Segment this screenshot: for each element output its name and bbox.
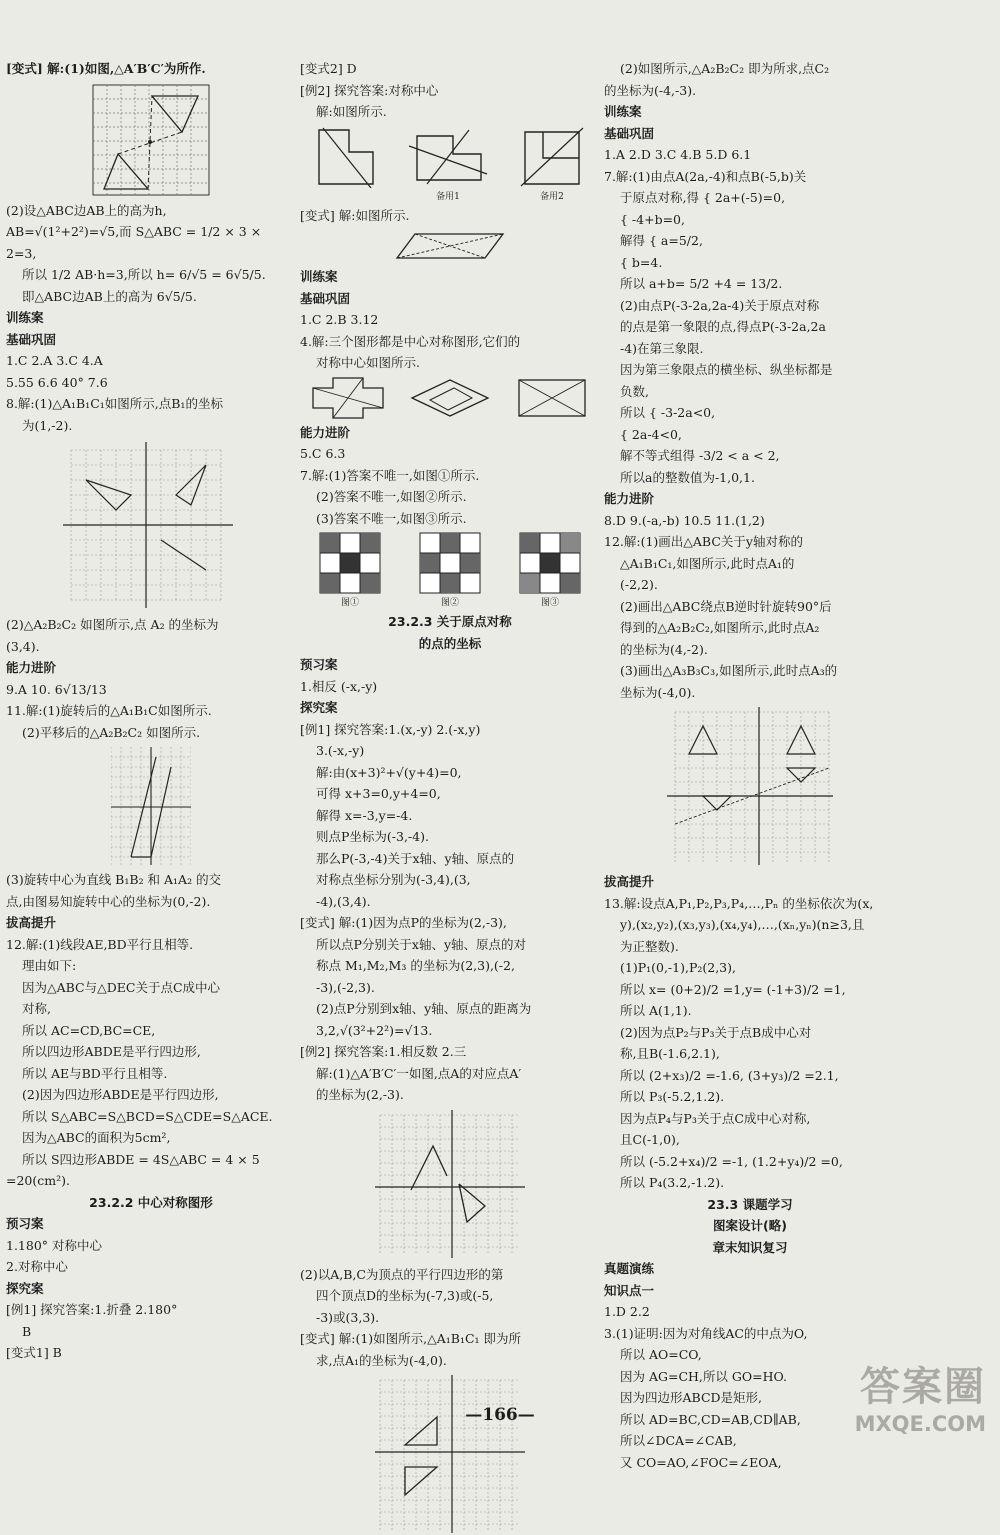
- text-line: 解不等式组得 -3/2 < a < 2,: [620, 448, 780, 463]
- text-line: 解:(1)△A′B′C′一如图,点A的对应点A′: [316, 1065, 522, 1081]
- text-line: 2=3,: [6, 245, 37, 261]
- pattern-figures: [300, 532, 600, 608]
- text-line: 的坐标为(4,-2).: [620, 641, 708, 657]
- text-line: 解得 { a=5/2,: [620, 233, 703, 248]
- pattern-grid: [319, 532, 381, 594]
- shape-figures: [300, 126, 600, 202]
- section-heading: 23.3 课题学习: [707, 1196, 793, 1212]
- figure-shape: [515, 376, 589, 420]
- coordinate-figure: [665, 707, 835, 867]
- pattern-3: 图③: [519, 532, 581, 608]
- column-left: [6, 58, 296, 1360]
- text-line: (2)△A₂B₂C₂ 如图所示,点 A₂ 的坐标为: [6, 617, 219, 632]
- text-line: 8.D 9.(-a,-b) 10.5 11.(1,2): [604, 512, 765, 528]
- text-line: [变式] 解:(1)如图所示,△A₁B₁C₁ 即为所: [300, 1331, 522, 1346]
- text-line: 1.C 2.B 3.12: [300, 312, 379, 327]
- text-line: 所以 AC=CD,BC=CE,: [22, 1022, 156, 1038]
- text-line: 所以 AO=CO,: [620, 1347, 702, 1362]
- text-line: { -4+b=0,: [620, 211, 685, 227]
- text-line: y),(x₂,y₂),(x₃,y₃),(x₄,y₄),…,(xₙ,yₙ)(n≥3,且: [620, 917, 865, 932]
- text-line: (2)设△ABC边AB上的高为h,: [6, 202, 167, 218]
- text-line: 9.A 10. 6√13/13: [6, 681, 107, 697]
- text-line: 所以 x= (0+2)/2 =1,y= (-1+3)/2 =1,: [620, 981, 846, 997]
- text-line: 7.解:(1)由点A(2a,-4)和点B(-5,b)关: [604, 168, 807, 184]
- text-line: 坐标为(-4,0).: [620, 684, 696, 700]
- text-line: 3,2,√(3²+2²)=√13.: [316, 1022, 433, 1038]
- text-line: 负数,: [620, 383, 649, 399]
- text-line: 12.解:(1)画出△ABC关于y轴对称的: [604, 534, 803, 549]
- text-line: 对称,: [22, 1001, 51, 1016]
- text-line: 对称中心如图所示.: [316, 355, 420, 370]
- text-line: 13.解:设点A,P₁,P₂,P₃,P₄,…,Pₙ 的坐标依次为(x,: [604, 895, 874, 911]
- text-line: 4.解:三个图形都是中心对称图形,它们的: [300, 333, 521, 349]
- text-line: 的点是第一象限的点,得点P(-3-2a,2a: [620, 319, 826, 334]
- text-line: 所以 (2+x₃)/2 =-1.6, (3+y₃)/2 =2.1,: [620, 1067, 839, 1083]
- figure-shape: [519, 126, 585, 188]
- text-line: (1)P₁(0,-1),P₂(2,3),: [620, 960, 736, 975]
- text-line: [变式] 解:如图所示.: [300, 207, 410, 223]
- text-line: -3)或(3,3).: [316, 1309, 380, 1325]
- section-label: 拔高提升: [6, 915, 57, 930]
- section-label: 能力进阶: [604, 491, 655, 506]
- text-line: (2)由点P(-3-2a,2a-4)关于原点对称: [620, 297, 820, 313]
- text-line: 于原点对称,得 { 2a+(-5)=0,: [620, 190, 786, 205]
- text-line: (3,4).: [6, 638, 40, 654]
- text-line: 的坐标为(2,-3).: [316, 1087, 404, 1102]
- text-line: 3.(-x,-y): [316, 743, 365, 758]
- text-line: -3),(-2,3).: [316, 979, 375, 995]
- section-label: 训练案: [604, 104, 642, 119]
- text-line: 2.对称中心: [6, 1259, 68, 1274]
- text-line: 因为 AG=CH,所以 GO=HO.: [620, 1368, 787, 1384]
- text-line: 5.55 6.6 40° 7.6: [6, 374, 108, 390]
- text-line: 所以a的整数值为-1,0,1.: [620, 469, 755, 485]
- figure-shape: [408, 376, 492, 420]
- text-line: [变式] 解:(1)如图,△A′B′C′为所作.: [6, 61, 206, 76]
- text-line: 称,且B(-1.6,2.1),: [620, 1046, 720, 1061]
- watermark-logo: 答案圈: [860, 1364, 986, 1410]
- section-heading: 的点的坐标: [418, 635, 482, 651]
- figure-backup-2: 备用2: [519, 126, 585, 202]
- grid-figure: [92, 84, 210, 196]
- text-line: [变式] 解:(1)因为点P的坐标为(2,-3),: [300, 915, 507, 930]
- text-line: 解:由(x+3)²+√(y+4)=0,: [316, 764, 462, 780]
- text-line: 所以 A(1,1).: [620, 1003, 692, 1018]
- section-label: 基础巩固: [604, 125, 655, 141]
- section-label: 基础巩固: [300, 290, 351, 306]
- section-heading: 23.2.3 关于原点对称: [388, 614, 512, 629]
- text-line: 所以 a+b= 5/2 +4 = 13/2.: [620, 276, 783, 291]
- pattern-grid: [419, 532, 481, 594]
- text-line: =20(cm²).: [6, 1173, 70, 1188]
- text-line: 因为第三象限点的横坐标、纵坐标都是: [620, 362, 833, 377]
- text-line: B: [22, 1323, 32, 1339]
- section-heading: 23.2.2 中心对称图形: [89, 1194, 213, 1210]
- text-line: 1.相反 (-x,-y): [300, 678, 378, 694]
- text-line: 3.(1)证明:因为对角线AC的中点为O,: [604, 1325, 808, 1341]
- text-line: 则点P坐标为(-3,-4).: [316, 829, 429, 844]
- text-line: 四个顶点D的坐标为(-7,3)或(-5,: [316, 1288, 494, 1303]
- text-line: (2)因为四边形ABDE是平行四边形,: [22, 1087, 219, 1102]
- text-line: 可得 x+3=0,y+4=0,: [316, 786, 441, 801]
- text-line: 1.180° 对称中心: [6, 1237, 103, 1253]
- text-line: 解得 x=-3,y=-4.: [316, 807, 413, 823]
- text-line: 所以 1/2 AB·h=3,所以 h= 6/√5 = 6√5/5.: [22, 267, 266, 282]
- text-line: 因为△ABC的面积为5cm²,: [22, 1130, 171, 1145]
- text-line: 因为△ABC与△DEC关于点C成中心: [22, 979, 221, 995]
- text-line: 8.解:(1)△A₁B₁C₁如图所示,点B₁的坐标: [6, 396, 223, 411]
- column-middle: [300, 58, 600, 1368]
- text-line: △A₁B₁C₁,如图所示,此时点A₁的: [620, 555, 795, 571]
- text-line: (3)画出△A₃B₃C₃,如图所示,此时点A₃的: [620, 663, 838, 678]
- section-label: 探究案: [300, 700, 338, 715]
- text-line: 7.解:(1)答案不唯一,如图①所示.: [300, 467, 480, 483]
- text-line: (3)旋转中心为直线 B₁B₂ 和 A₁A₂ 的交: [6, 872, 222, 887]
- text-line: [例2] 探究答案:1.相反数 2.三: [300, 1044, 467, 1059]
- figure-backup-1: 备用1: [407, 126, 489, 202]
- section-label: 训练案: [6, 310, 44, 325]
- text-line: { b=4.: [620, 254, 663, 270]
- text-line: 12.解:(1)线段AE,BD平行且相等.: [6, 936, 194, 952]
- text-line: 为(1,-2).: [22, 417, 73, 433]
- text-line: (-2,2).: [620, 577, 658, 592]
- column-right: [604, 58, 896, 1470]
- figure-shape: [311, 376, 385, 420]
- text-line: 所以 S四边形ABDE = 4S△ABC = 4 × 5: [22, 1151, 260, 1167]
- text-line: 因为四边形ABCD是矩形,: [620, 1390, 763, 1405]
- figure-shape: [407, 126, 489, 188]
- text-line: (2)因为点P₂与P₃关于点B成中心对: [620, 1024, 812, 1040]
- section-label: 能力进阶: [300, 424, 351, 440]
- section-heading: 章末知识复习: [712, 1239, 788, 1255]
- text-line: 所以 (-5.2+x₄)/2 =-1, (1.2+y₄)/2 =0,: [620, 1153, 843, 1169]
- section-label: 真题演练: [604, 1261, 655, 1276]
- text-line: 且C(-1,0),: [620, 1132, 680, 1147]
- text-line: [例1] 探究答案:1.折叠 2.180°: [6, 1302, 178, 1317]
- text-line: (2)平移后的△A₂B₂C₂ 如图所示.: [22, 724, 201, 740]
- text-line: 点,由图易知旋转中心的坐标为(0,-2).: [6, 893, 211, 909]
- text-line: 1.D 2.2: [604, 1304, 650, 1319]
- text-line: [变式1] B: [6, 1345, 62, 1360]
- watermark: [855, 1355, 986, 1436]
- text-line: 所以∠DCA=∠CAB,: [620, 1433, 737, 1448]
- pattern-2: 图②: [419, 532, 481, 608]
- text-line: 所以点P分别关于x轴、y轴、原点的对: [316, 936, 527, 952]
- section-label: 预习案: [6, 1216, 44, 1231]
- text-line: (2)如图所示,△A₂B₂C₂ 即为所求,点C₂: [620, 61, 830, 76]
- section-label: 能力进阶: [6, 660, 57, 675]
- text-line: 求,点A₁的坐标为(-4,0).: [316, 1352, 447, 1368]
- symmetry-figures: [300, 376, 600, 420]
- text-line: 又 CO=AO,∠FOC=∠EOA,: [620, 1454, 782, 1470]
- figure-shape: [315, 126, 377, 188]
- text-line: 的坐标为(-4,-3).: [604, 82, 697, 98]
- text-line: 所以 AE与BD平行且相等.: [22, 1065, 168, 1081]
- section-label: 基础巩固: [6, 331, 57, 347]
- text-line: 所以 { -3-2a<0,: [620, 405, 716, 420]
- text-line: 所以 S△ABC=S△BCD=S△CDE=S△ACE.: [22, 1108, 273, 1124]
- coordinate-figure: [375, 1375, 525, 1535]
- text-line: [变式2] D: [300, 61, 357, 76]
- text-line: (2)以A,B,C为顶点的平行四边形的第: [300, 1266, 504, 1282]
- text-line: 5.C 6.3: [300, 446, 346, 461]
- section-label: 探究案: [6, 1280, 44, 1296]
- text-line: [例2] 探究答案:对称中心: [300, 82, 439, 98]
- text-line: (2)点P分别到x轴、y轴、原点的距离为: [316, 1001, 532, 1016]
- pattern-grid: [519, 532, 581, 594]
- text-line: 1.A 2.D 3.C 4.B 5.D 6.1: [604, 147, 752, 162]
- text-line: 因为点P₄与P₃关于点C成中心对称,: [620, 1110, 811, 1126]
- watermark-site: MXQE.COM: [854, 1412, 986, 1436]
- section-label: 拔高提升: [604, 874, 655, 889]
- text-line: (2)答案不唯一,如图②所示.: [316, 489, 467, 504]
- text-line: -4),(3,4).: [316, 893, 371, 909]
- text-line: 所以 AD=BC,CD=AB,CD∥AB,: [620, 1411, 801, 1427]
- text-line: AB=√(1²+2²)=√5,而 S△ABC = 1/2 × 3 ×: [6, 224, 262, 239]
- text-line: 那么P(-3,-4)关于x轴、y轴、原点的: [316, 850, 515, 866]
- text-line: 所以四边形ABDE是平行四边形,: [22, 1044, 201, 1059]
- text-line: [例1] 探究答案:1.(x,-y) 2.(-x,y): [300, 721, 481, 737]
- coordinate-figure: [61, 440, 241, 610]
- pattern-1: 图①: [319, 532, 381, 608]
- section-label: 知识点一: [604, 1282, 655, 1298]
- text-line: 所以 P₄(3.2,-1.2).: [620, 1175, 725, 1190]
- text-line: 解:如图所示.: [316, 104, 387, 119]
- text-line: -4)在第三象限.: [620, 340, 704, 356]
- text-line: (3)答案不唯一,如图③所示.: [316, 510, 467, 526]
- text-line: 为正整数).: [620, 938, 679, 954]
- text-line: { 2a-4<0,: [620, 426, 682, 442]
- text-line: 即△ABC边AB上的高为 6√5/5.: [22, 288, 197, 304]
- section-label: 预习案: [300, 657, 338, 672]
- text-line: 对称点坐标分别为(-3,4),(3,: [316, 872, 471, 887]
- text-line: 11.解:(1)旋转后的△A₁B₁C如图所示.: [6, 703, 212, 718]
- parallelogram-figure: [395, 230, 505, 262]
- section-heading: 图案设计(略): [713, 1218, 787, 1233]
- text-line: 所以 P₃(-5.2,1.2).: [620, 1089, 725, 1104]
- coordinate-figure: [375, 1110, 525, 1260]
- grid-figure: [111, 747, 191, 865]
- text-line: 1.C 2.A 3.C 4.A: [6, 353, 103, 368]
- section-label: 训练案: [300, 269, 338, 284]
- text-line: 理由如下:: [22, 958, 77, 973]
- page-number: —166—: [465, 1405, 535, 1425]
- text-line: 称点 M₁,M₂,M₃ 的坐标为(2,3),(-2,: [316, 958, 515, 973]
- text-line: (2)画出△ABC绕点B逆时针旋转90°后: [620, 598, 832, 614]
- text-line: 得到的△A₂B₂C₂,如图所示,此时点A₂: [620, 620, 820, 635]
